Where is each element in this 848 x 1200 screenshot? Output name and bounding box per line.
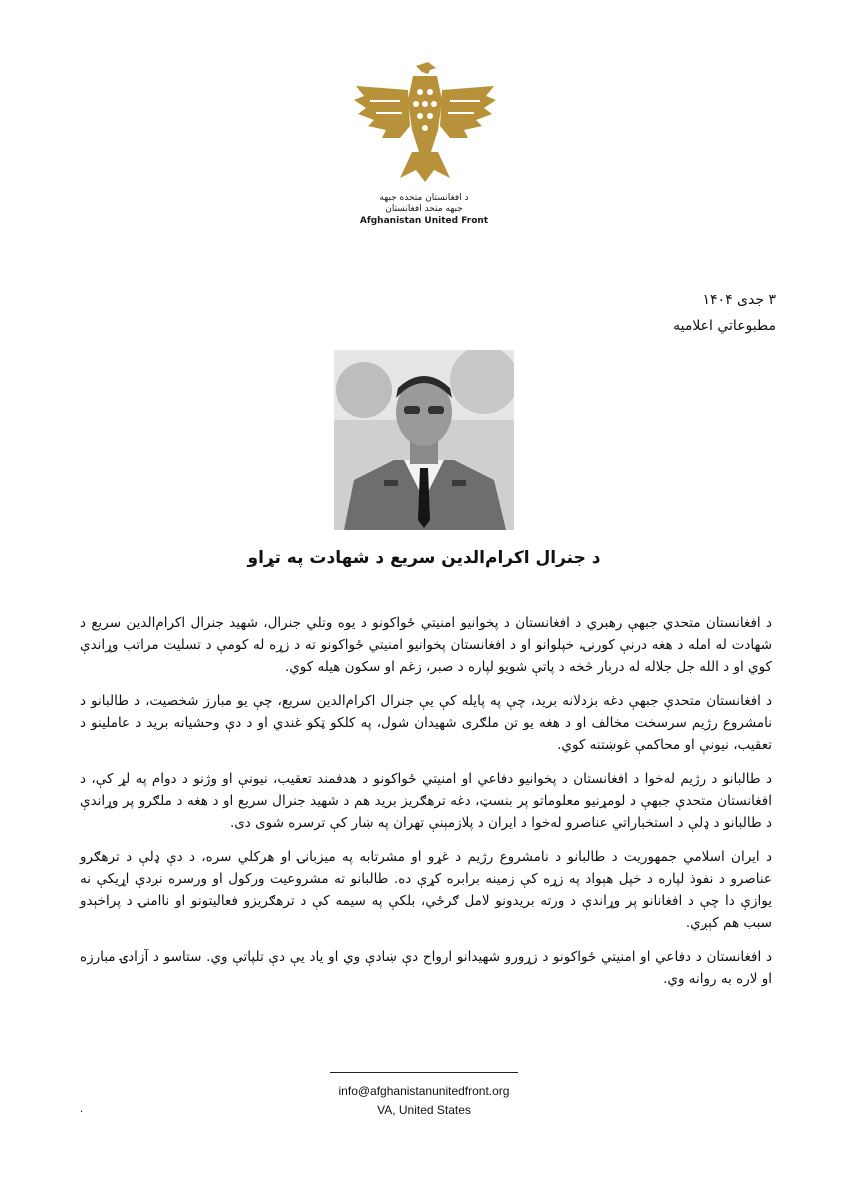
org-name-pashto: د افغانستان متحده جبهه [379, 193, 469, 203]
paragraph: د ایران اسلامي جمهوریت د طالبانو د نامشروع رژیم د غړو او مشرتابه په میزبانۍ او هرکلي سره، د دې ډلې د ترهګرو عناصرو د نفوذ لپاره د خپل هېواد په زړه کې زمینه برابره کړې ده. طالبانو ته مشروعیت ورکول او ورسره نږدې اړیکې نه یوازې دا چې د افغانانو پر وړاندې د ورته بریدونو لامل ګرځي، بلکې په سیمه کې د ترهګریزو فعالیتونو او ناامنۍ د پراخېدو سبب هم کېږي. [80, 849, 772, 931]
statement-body [80, 612, 772, 1002]
paragraph: د افغانستان متحدې جبهې دغه بزدلانه برید، چې په پایله کې یې جنرال اکرام‌الدین سریع، چې یو مبارز شخصیت، د طالبانو د نامشروع رژیم سرسخت مخالف او د هغه یو تن ملګری شهیدان شول، په کلکو ټکو غندي او د دې وحشیانه برید د عاملینو د تعقیب، نیونې او محاکمې غوښتنه کوي. [80, 693, 772, 753]
paragraph: د طالبانو د رژیم له‌خوا د افغانستان د پخوانیو دفاعي او امنیتي ځواکونو د هدفمند تعقیب، نیونې او وژنو د دوام په لړ کې، د افغانستان متحدې جبهې د لومړنیو معلوماتو پر بنسټ، دغه ترهګریز برید هم د شهید جنرال سریع او د هغه د ملګرو پر وړاندې د طالبانو د ډلې د استخباراتي عناصرو له‌خوا د ایران د پلازمېنې تهران په ښار کې ترسره شوی دی. [80, 771, 772, 831]
portrait-photo [334, 350, 514, 530]
paragraph: د افغانستان د دفاعي او امنیتي ځواکونو د زړورو شهیدانو ارواح دې ښادې وي او یاد یې دې تلپاتې وي. ستاسو د آزادۍ مبارزه او لاره به روانه وي. [80, 949, 772, 987]
footer-location: VA, United States [377, 1103, 471, 1117]
document-type: مطبوعاتي اعلامیه [673, 318, 776, 334]
org-name-english: Afghanistan United Front [359, 216, 489, 226]
page-mark: . [80, 1104, 84, 1115]
footer-divider [330, 1072, 518, 1073]
headline: د جنرال اکرام‌الدین سریع د شهادت په تړاو [247, 548, 601, 568]
paragraph: د افغانستان متحدي جبهې رهبري د افغانستان د پخوانیو امنیتي ځواکونو د یوه وتلي جنرال، شهید جنرال اکرام‌الدین سریع د شهادت له امله د هغه درنې کورنۍ، خپلوانو او د افغانستان پخوانیو امنیتي ځواکونو ته د زړه له کومې د تسلیت مراتب وړاندې کوي او د الله جل جلاله له دربار څخه د پاتې شویو لپاره د صبر، زغم او سکون هیله کوي. [80, 615, 772, 675]
release-date: ۳ جدی ۱۴۰۴ [702, 292, 776, 308]
eagle-logo-icon [350, 60, 500, 185]
org-name-dari: جبهه متحد افغانستان [385, 204, 463, 214]
footer-email: info@afghanistanunitedfront.org [338, 1084, 510, 1098]
